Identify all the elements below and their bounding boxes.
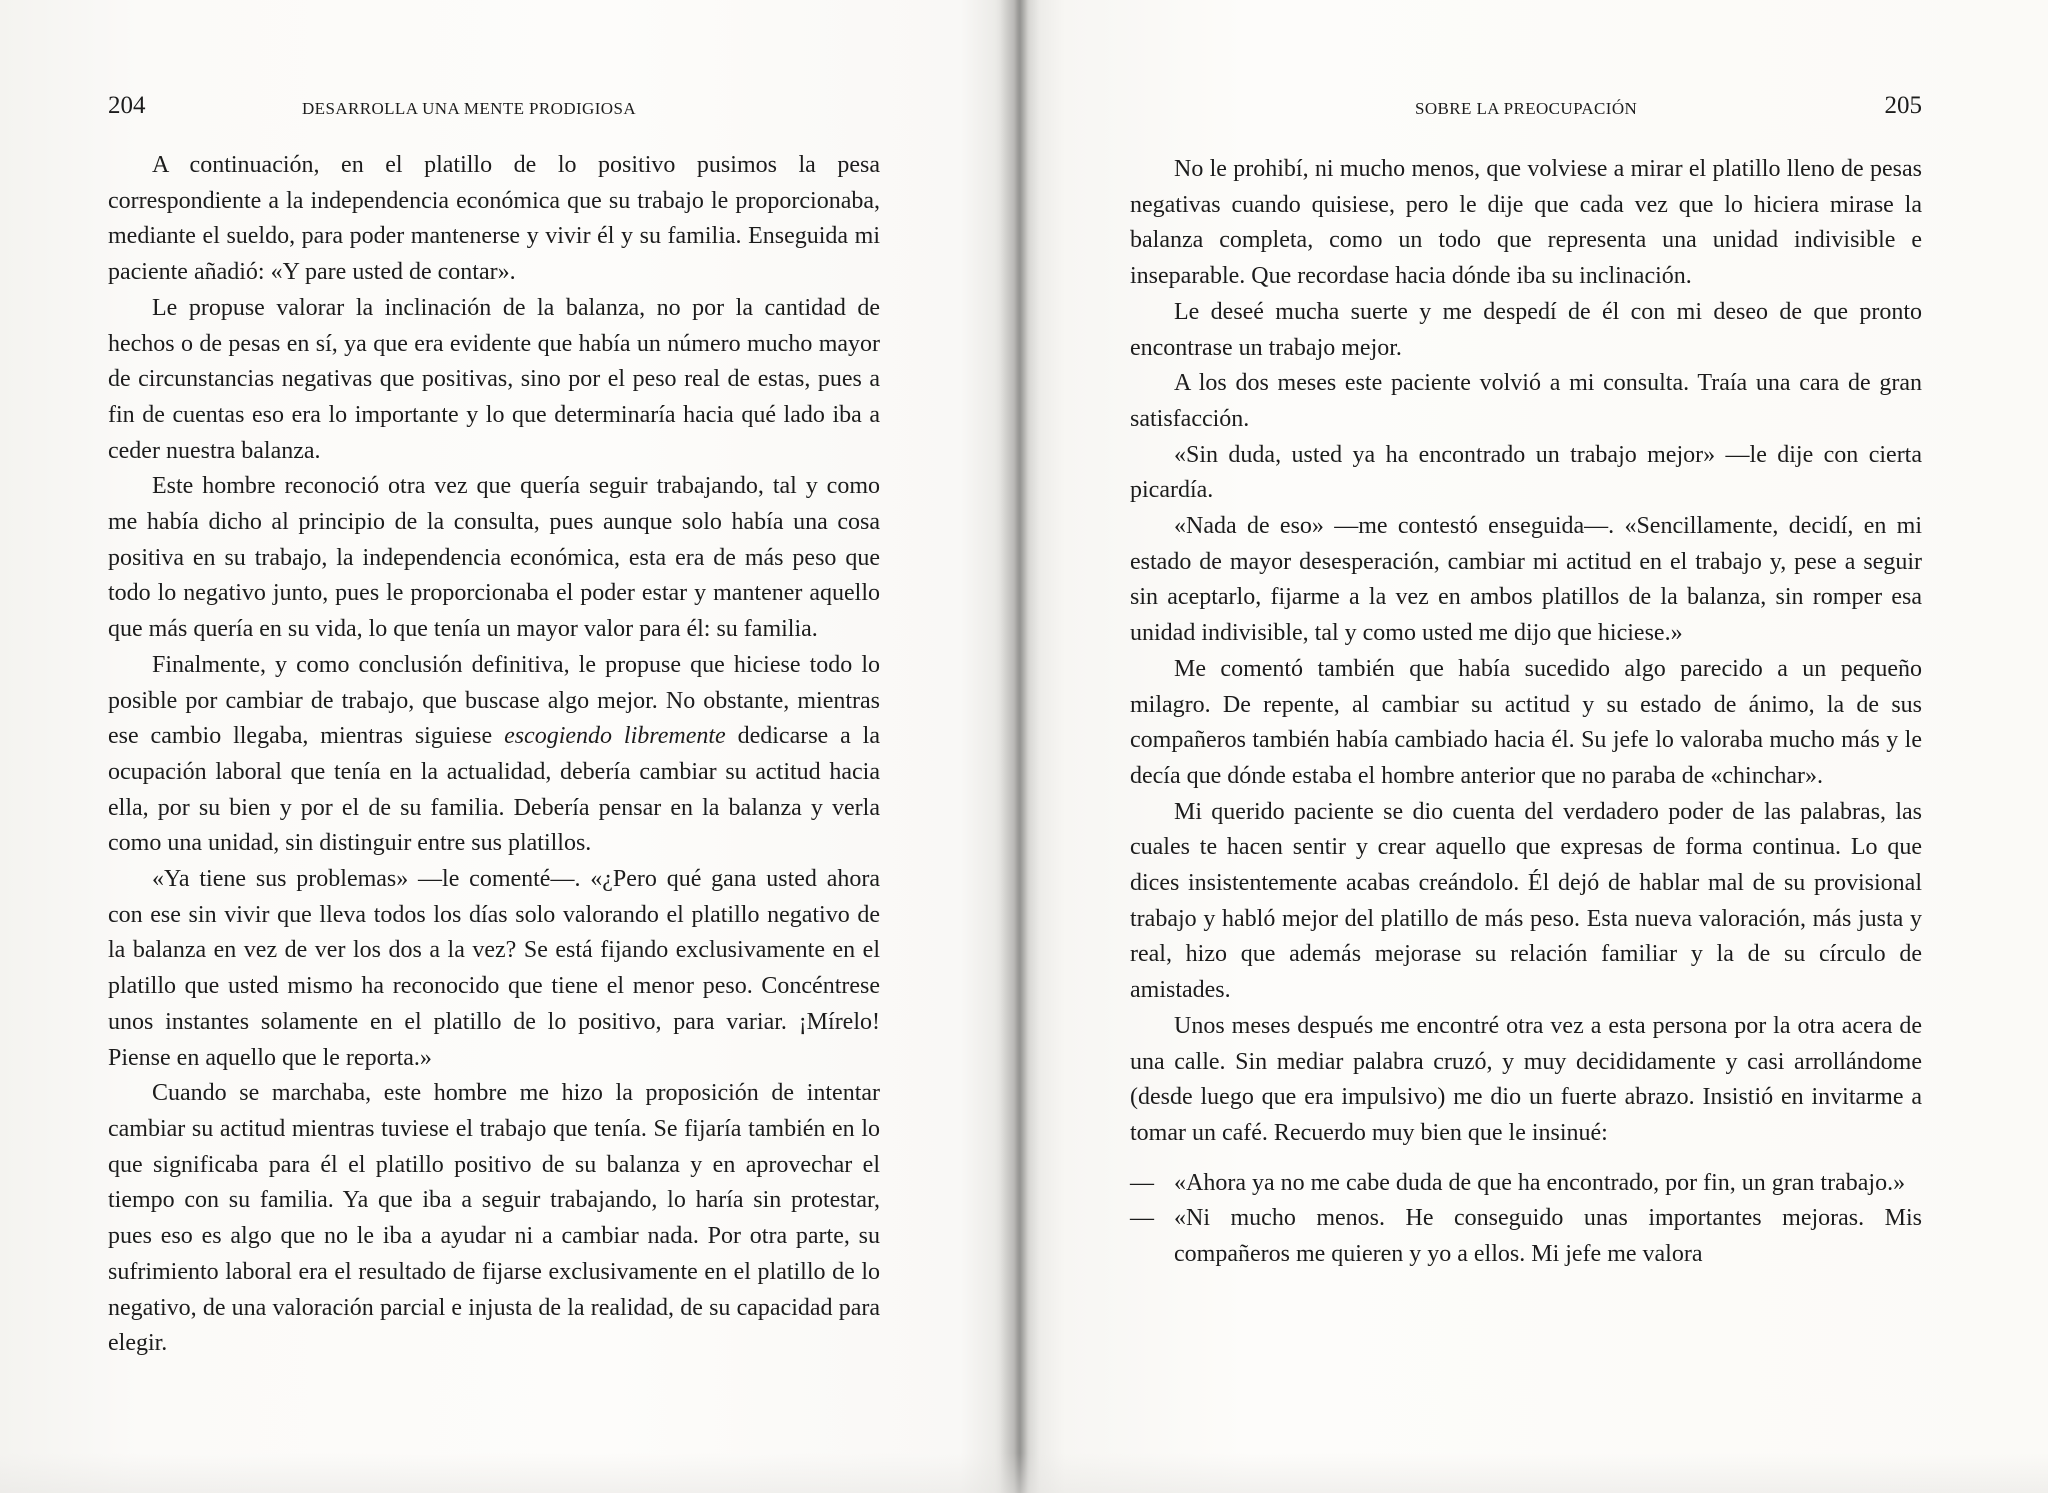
paragraph: Este hombre reconoció otra vez que quería seguir trabajando, tal y como me había dicho al principio de la consulta, pues aunque solo había una cosa positiva en su trabajo, la independencia económica, esta era de más peso que todo lo negativo junto, pues le proporcionaba el poder estar y mantener aquello que más quería en su vida, lo que tenía un mayor valor para él: su familia. [108, 473, 880, 643]
running-head-left: DESARROLLA UNA MENTE PRODIGIOSA [302, 99, 636, 118]
paragraph: Me comentó también que había sucedido algo parecido a un pequeño milagro. De repente, al cambiar su actitud y su estado de ánimo, la de sus compañeros también había cambiado hacia él. Su jefe lo valoraba mucho más y le decía que dónde estaba el hombre anterior que no paraba de «chinchar». [1130, 655, 1922, 789]
paragraph: Unos meses después me encontré otra vez a esta persona por la otra acera de una calle. Sin mediar palabra cruzó, y muy decididamente y casi arrollándome (desde luego que era impulsivo) me dio un fuerte abrazo. Insistió en invitarme a tomar un café. Recuerdo muy bien que le insinué: [1130, 1012, 1922, 1146]
dialog-line [1130, 1201, 1922, 1272]
book-gutter [1000, 0, 1040, 1493]
paragraph: No le prohibí, ni mucho menos, que volviese a mirar el platillo lleno de pesas negativas cuando quisiese, pero le dije que cada vez que lo hiciera mirase la balanza completa, como un todo que representa una unidad indivisible e inseparable. Que recordase hacia dónde iba su inclinación. [1130, 156, 1922, 290]
paragraph: «Sin duda, usted ya ha encontrado un trabajo mejor» —le dije con cierta picardía. [1130, 441, 1922, 504]
paragraph: A continuación, en el platillo de lo positivo pusimos la pesa correspondiente a la independencia económica que su trabajo le proporcionaba, mediante el sueldo, para poder mantenerse y vivir él y su familia. Enseguida mi paciente añadió: «Y pare usted de contar». [108, 152, 880, 286]
paragraph: Le propuse valorar la inclinación de la balanza, no por la cantidad de hechos o de pesas en sí, ya que era evidente que había un número mucho mayor de circunstancias negativas que positivas, sino por el peso real de estas, pues a fin de cuentas eso era lo importante y lo que determinaría hacia qué lado iba a ceder nuestra balanza. [108, 294, 880, 464]
paragraph: Cuando se marchaba, este hombre me hizo la proposición de intentar cambiar su actitud mientras tuviese el trabajo que tenía. Se fijaría también en lo que significaba para él el platillo positivo de su balanza y en aprovechar el tiempo con su familia. Ya que iba a seguir trabajando, lo haría sin protestar, pues eso es algo que no le iba a ayudar ni a cambiar nada. Por otra parte, su sufrimiento laboral era el resultado de fijarse exclusivamente en el platillo de lo negativo, de una valoración parcial e injusta de la realidad, de su capacidad para elegir. [108, 1080, 880, 1357]
left-page-header [108, 88, 880, 124]
dialog-dash: — [1130, 1169, 1154, 1196]
paragraph: Mi querido paciente se dio cuenta del verdadero poder de las palabras, las cuales te hacen sentir y crear aquello que expresas de forma continua. Lo que dices insistentemente acabas creándolo. Él dejó de hablar mal de su provisional trabajo y habló mejor del platillo de más peso. Esta nueva valoración, más justa y real, hizo que además mejorase su relación familiar y la de su círculo de amistades. [1130, 798, 1922, 1004]
paragraph [108, 648, 880, 862]
paragraph: A los dos meses este paciente volvió a mi consulta. Traía una cara de gran satisfacción. [1130, 370, 1922, 432]
running-head-right: SOBRE LA PREOCUPACIÓN [1415, 99, 1638, 118]
left-page-body [108, 148, 880, 1362]
paragraph: Le deseé mucha suerte y me despedí de él con mi deseo de que pronto encontrase un trabajo mejor. [1130, 298, 1922, 361]
paragraph-text: dedicarse a la ocupación laboral que tenía en la actualidad, debería cambiar su actitud hacia ella, por su bien y por el de su familia. Debería pensar en la balanza y verla como una unidad, sin distinguir entre sus platillos. [108, 723, 880, 857]
page-bottom-shade [0, 1453, 2048, 1493]
dialog-text: «Ni mucho menos. He conseguido unas importantes mejoras. Mis compañeros me quieren y yo a ellos. Mi jefe me valora [1174, 1205, 1922, 1268]
paragraph-text: Finalmente, y como conclusión definitiva, le propuse que hiciese todo lo posible por cambiar de trabajo, que buscase algo mejor. No obstante, mientras ese cambio llegaba, mientras siguiese [108, 651, 880, 750]
italic-phrase: escogiendo libremente [504, 723, 726, 750]
right-page-header [1130, 88, 1922, 124]
page-number-left: 204 [108, 92, 146, 119]
page-number-right: 205 [1884, 92, 1922, 119]
dialog-line [1130, 1166, 1922, 1202]
paragraph: «Ya tiene sus problemas» —le comenté—. «¿Pero qué gana usted ahora con ese sin vivir que lleva todos los días solo valorando el platillo negativo de la balanza en vez de ver los dos a la vez? Se está fijando exclusivamente en el platillo que usted mismo ha reconocido que tiene el menor peso. Concéntrese unos instantes solamente en el platillo de lo positivo, para variar. ¡Mírelo! Piense en aquello que le reporta.» [108, 866, 880, 1071]
dialog-dash: — [1130, 1205, 1154, 1232]
right-page-body [1130, 152, 1922, 1273]
dialog-text: «Ahora ya no me cabe duda de que ha encontrado, por fin, un gran trabajo.» [1174, 1169, 1906, 1196]
dialog-spacer [1130, 1152, 1922, 1166]
paragraph: «Nada de eso» —me contestó enseguida—. «Sencillamente, decidí, en mi estado de mayor desesperación, cambiar mi actitud en el trabajo y, pese a seguir sin aceptarlo, fijarme a la vez en ambos platillos de la balanza, sin romper esa unidad indivisible, tal y como usted me dijo que hiciese.» [1130, 513, 1922, 647]
